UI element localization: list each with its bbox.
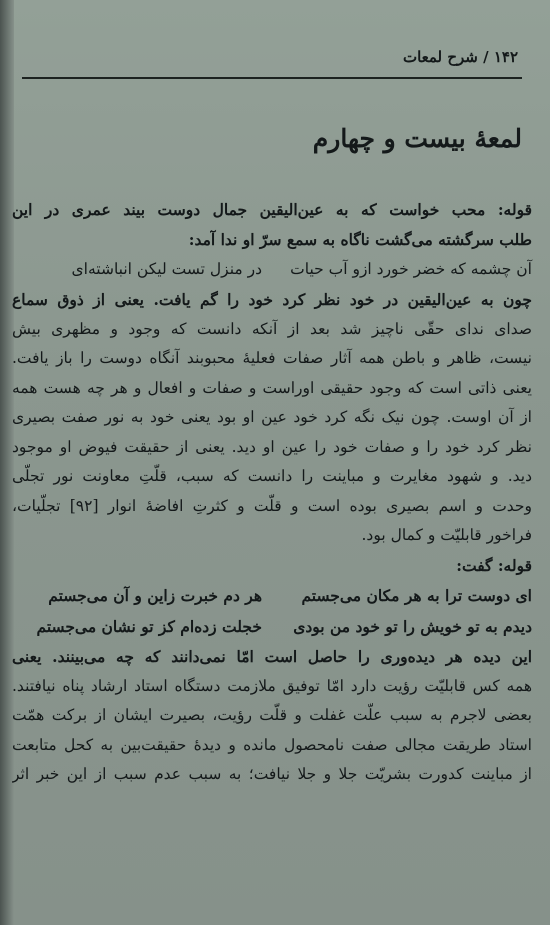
header-rule	[22, 77, 522, 79]
verse-line	[12, 254, 532, 285]
text-line: وحدت و اسم بصیری بوده است و قلّت و کثرتِ افاضهٔ انوار [۹۲] تجلّیات،	[12, 496, 532, 515]
text-line: بعضی لاجرم به سبب علّت غفلت و قلّت رؤیت، بصیرت ایشان از برکت همّت	[12, 706, 532, 724]
text-line: قوله: محب خواست که به عین‌الیقین جمال دوست بیند عمری در این	[12, 200, 532, 219]
verse-hemistich: ای دوست ترا به هر مکان می‌جستم	[301, 586, 532, 605]
verse-hemistich: در منزل تست لیکن انباشته‌ای	[71, 260, 262, 278]
paragraph-intro	[12, 195, 532, 254]
paragraph-commentary	[12, 285, 532, 551]
running-header	[370, 48, 518, 72]
qawlah-label: قوله: گفت:	[456, 555, 532, 575]
body-text	[12, 195, 532, 790]
book-title: شرح لمعات	[402, 48, 478, 66]
text-line: استاد طریقت مجالی صفت نامحصول مانده و دیدهٔ حقیقت‌بین به کحل متابعت	[12, 735, 532, 754]
text-line: از آن اوست. چون نیک نگه کرد خود عین او بود یعنی خود به نور صفت بصیری	[12, 408, 532, 426]
text-line: فراخور قابلیّت و کمال بود.	[361, 526, 532, 544]
text-line: دید. و شهود مغایرت و مباینت را دانست که سبب، قلّتِ معاونت نور تجلّی	[12, 467, 532, 485]
verse-hemistich: آن چشمه که خضر خورد ازو آب حیات	[290, 260, 532, 278]
verse-hemistich: هر دم خبرت زاین و آن می‌جستم	[48, 586, 262, 605]
text-line: این دیده هر دیده‌وری را حاصل است امّا نمی‌دانند که چه می‌بینند. یعنی	[12, 647, 532, 666]
text-line: نیست، ظاهر و باطن همه آثار صفات فعلیهٔ محبوبند آنگاه دوست را باز یافت.	[12, 349, 532, 367]
text-line: چون به عین‌الیقین در خود نظر کرد خود را گم یافت. یعنی از ذوق سماع	[12, 290, 532, 309]
header-separator: /	[483, 48, 489, 66]
verse-hemistich: دیدم به تو خویش را تو خود من بودی	[293, 617, 532, 636]
text-line: نظر کرد خود را و صفات خود را عین او دید. یعنی از حقیقت فیوض او موجود	[12, 437, 532, 456]
page-number: ۱۴۲	[493, 48, 518, 66]
chapter-title: لمعهٔ بیست و چهارم	[312, 124, 522, 153]
text-line: همه کس قابلیّت رؤیت دارد امّا توفیق ملازمت دستگاه استاد ارشاد پناه نیافتند.	[12, 676, 532, 695]
verse-line	[12, 580, 532, 611]
verse-line	[12, 611, 532, 642]
paragraph-closing	[12, 642, 532, 790]
verse-hemistich: خجلت زده‌ام کز تو نشان می‌جستم	[36, 617, 262, 636]
text-line: صدای ندای حقّی ناچیز شد بعد از آنکه دانست که وجود و مظهری بیش	[12, 319, 532, 338]
text-line: از مباینت کدورت بشریّت جلا و جلا نیافت؛ به سبب عدم سبب از این خبر اثر	[12, 765, 532, 783]
text-line: یعنی ذاتی است که وجود حقیقی اوراست و صفات و افعال و هر چه هست همه	[12, 378, 532, 397]
text-line: طلب سرگشته می‌گشت ناگاه به سمع سرّ او ندا آمد:	[188, 229, 532, 249]
